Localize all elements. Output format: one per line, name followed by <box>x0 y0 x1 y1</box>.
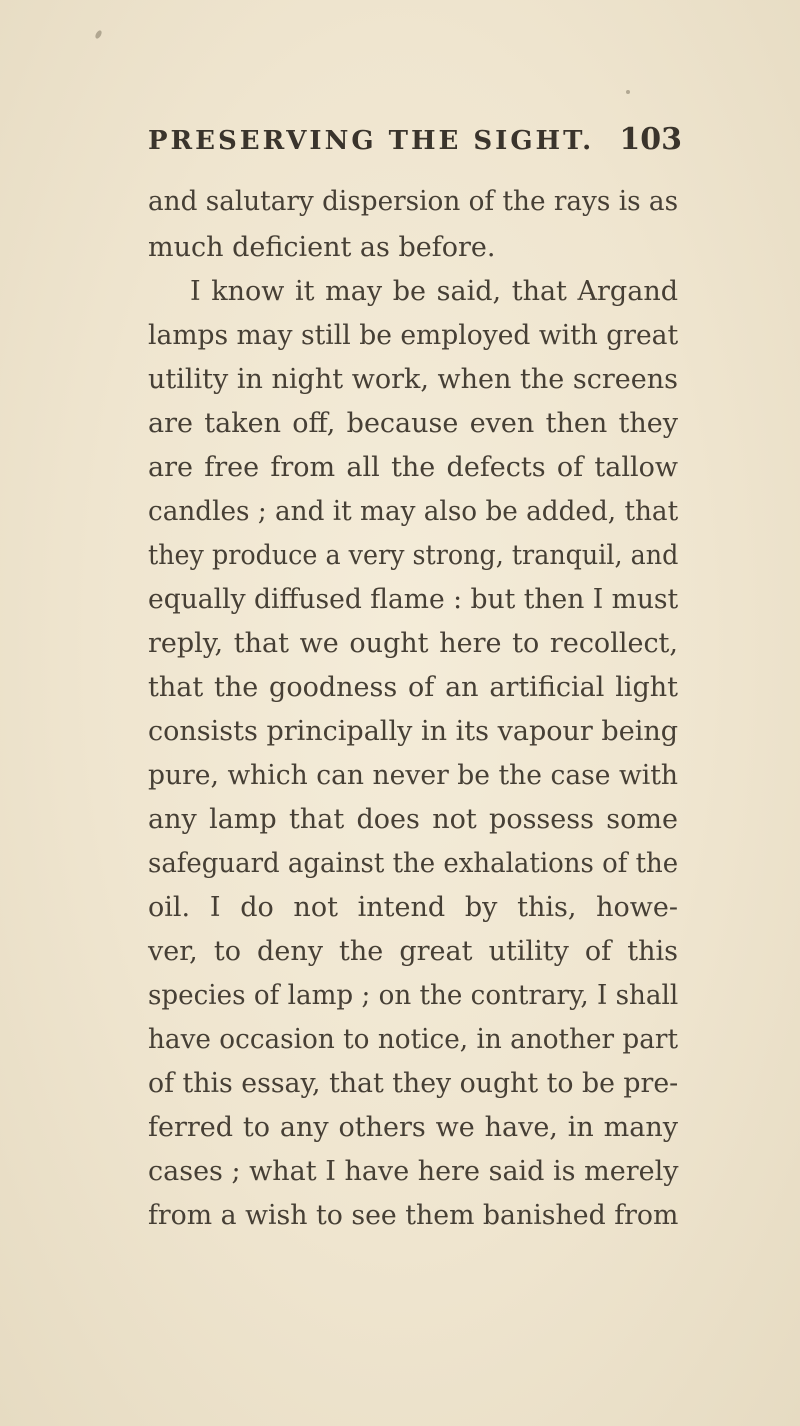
text-line: consists principally in its vapour being <box>148 716 678 747</box>
text-line: candles ; and it may also be added, that <box>148 496 679 527</box>
paper-speck <box>626 90 630 94</box>
text-line: much deficient as before. <box>148 232 496 263</box>
text-line: safeguard against the exhalations of the <box>148 848 679 879</box>
text-line: ver, to deny the great utility of this <box>148 936 678 967</box>
text-line: oil. I do not intend by this, howe- <box>148 892 678 923</box>
text-line: and salutary dispersion of the rays is as <box>148 186 679 217</box>
text-line: cases ; what I have here said is merely <box>148 1156 679 1187</box>
text-line: ferred to any others we have, in many <box>148 1112 678 1143</box>
text-line: utility in night work, when the screens <box>148 364 678 395</box>
text-line: equally diffused flame : but then I must <box>148 584 679 615</box>
text-line: any lamp that does not possess some <box>148 804 678 835</box>
text-line: from a wish to see them banished from <box>148 1200 679 1231</box>
text-line: lamps may still be employed with great <box>148 320 679 351</box>
running-head-title: PRESERVING THE SIGHT. <box>148 126 595 156</box>
page-number: 103 <box>619 122 682 157</box>
text-line: reply, that we ought here to recollect, <box>148 628 678 659</box>
text-line: that the goodness of an artificial light <box>148 672 678 703</box>
text-line: species of lamp ; on the contrary, I shall <box>148 980 679 1011</box>
text-line: pure, which can never be the case with <box>148 760 678 791</box>
text-line: of this essay, that they ought to be pre- <box>148 1068 679 1099</box>
text-line: they produce a very strong, tranquil, and <box>148 540 679 571</box>
text-line: I know it may be said, that Argand <box>190 276 678 307</box>
text-line: are taken off, because even then they <box>148 408 678 439</box>
text-line: are free from all the defects of tallow <box>148 452 678 483</box>
text-line: have occasion to notice, in another part <box>148 1024 679 1055</box>
